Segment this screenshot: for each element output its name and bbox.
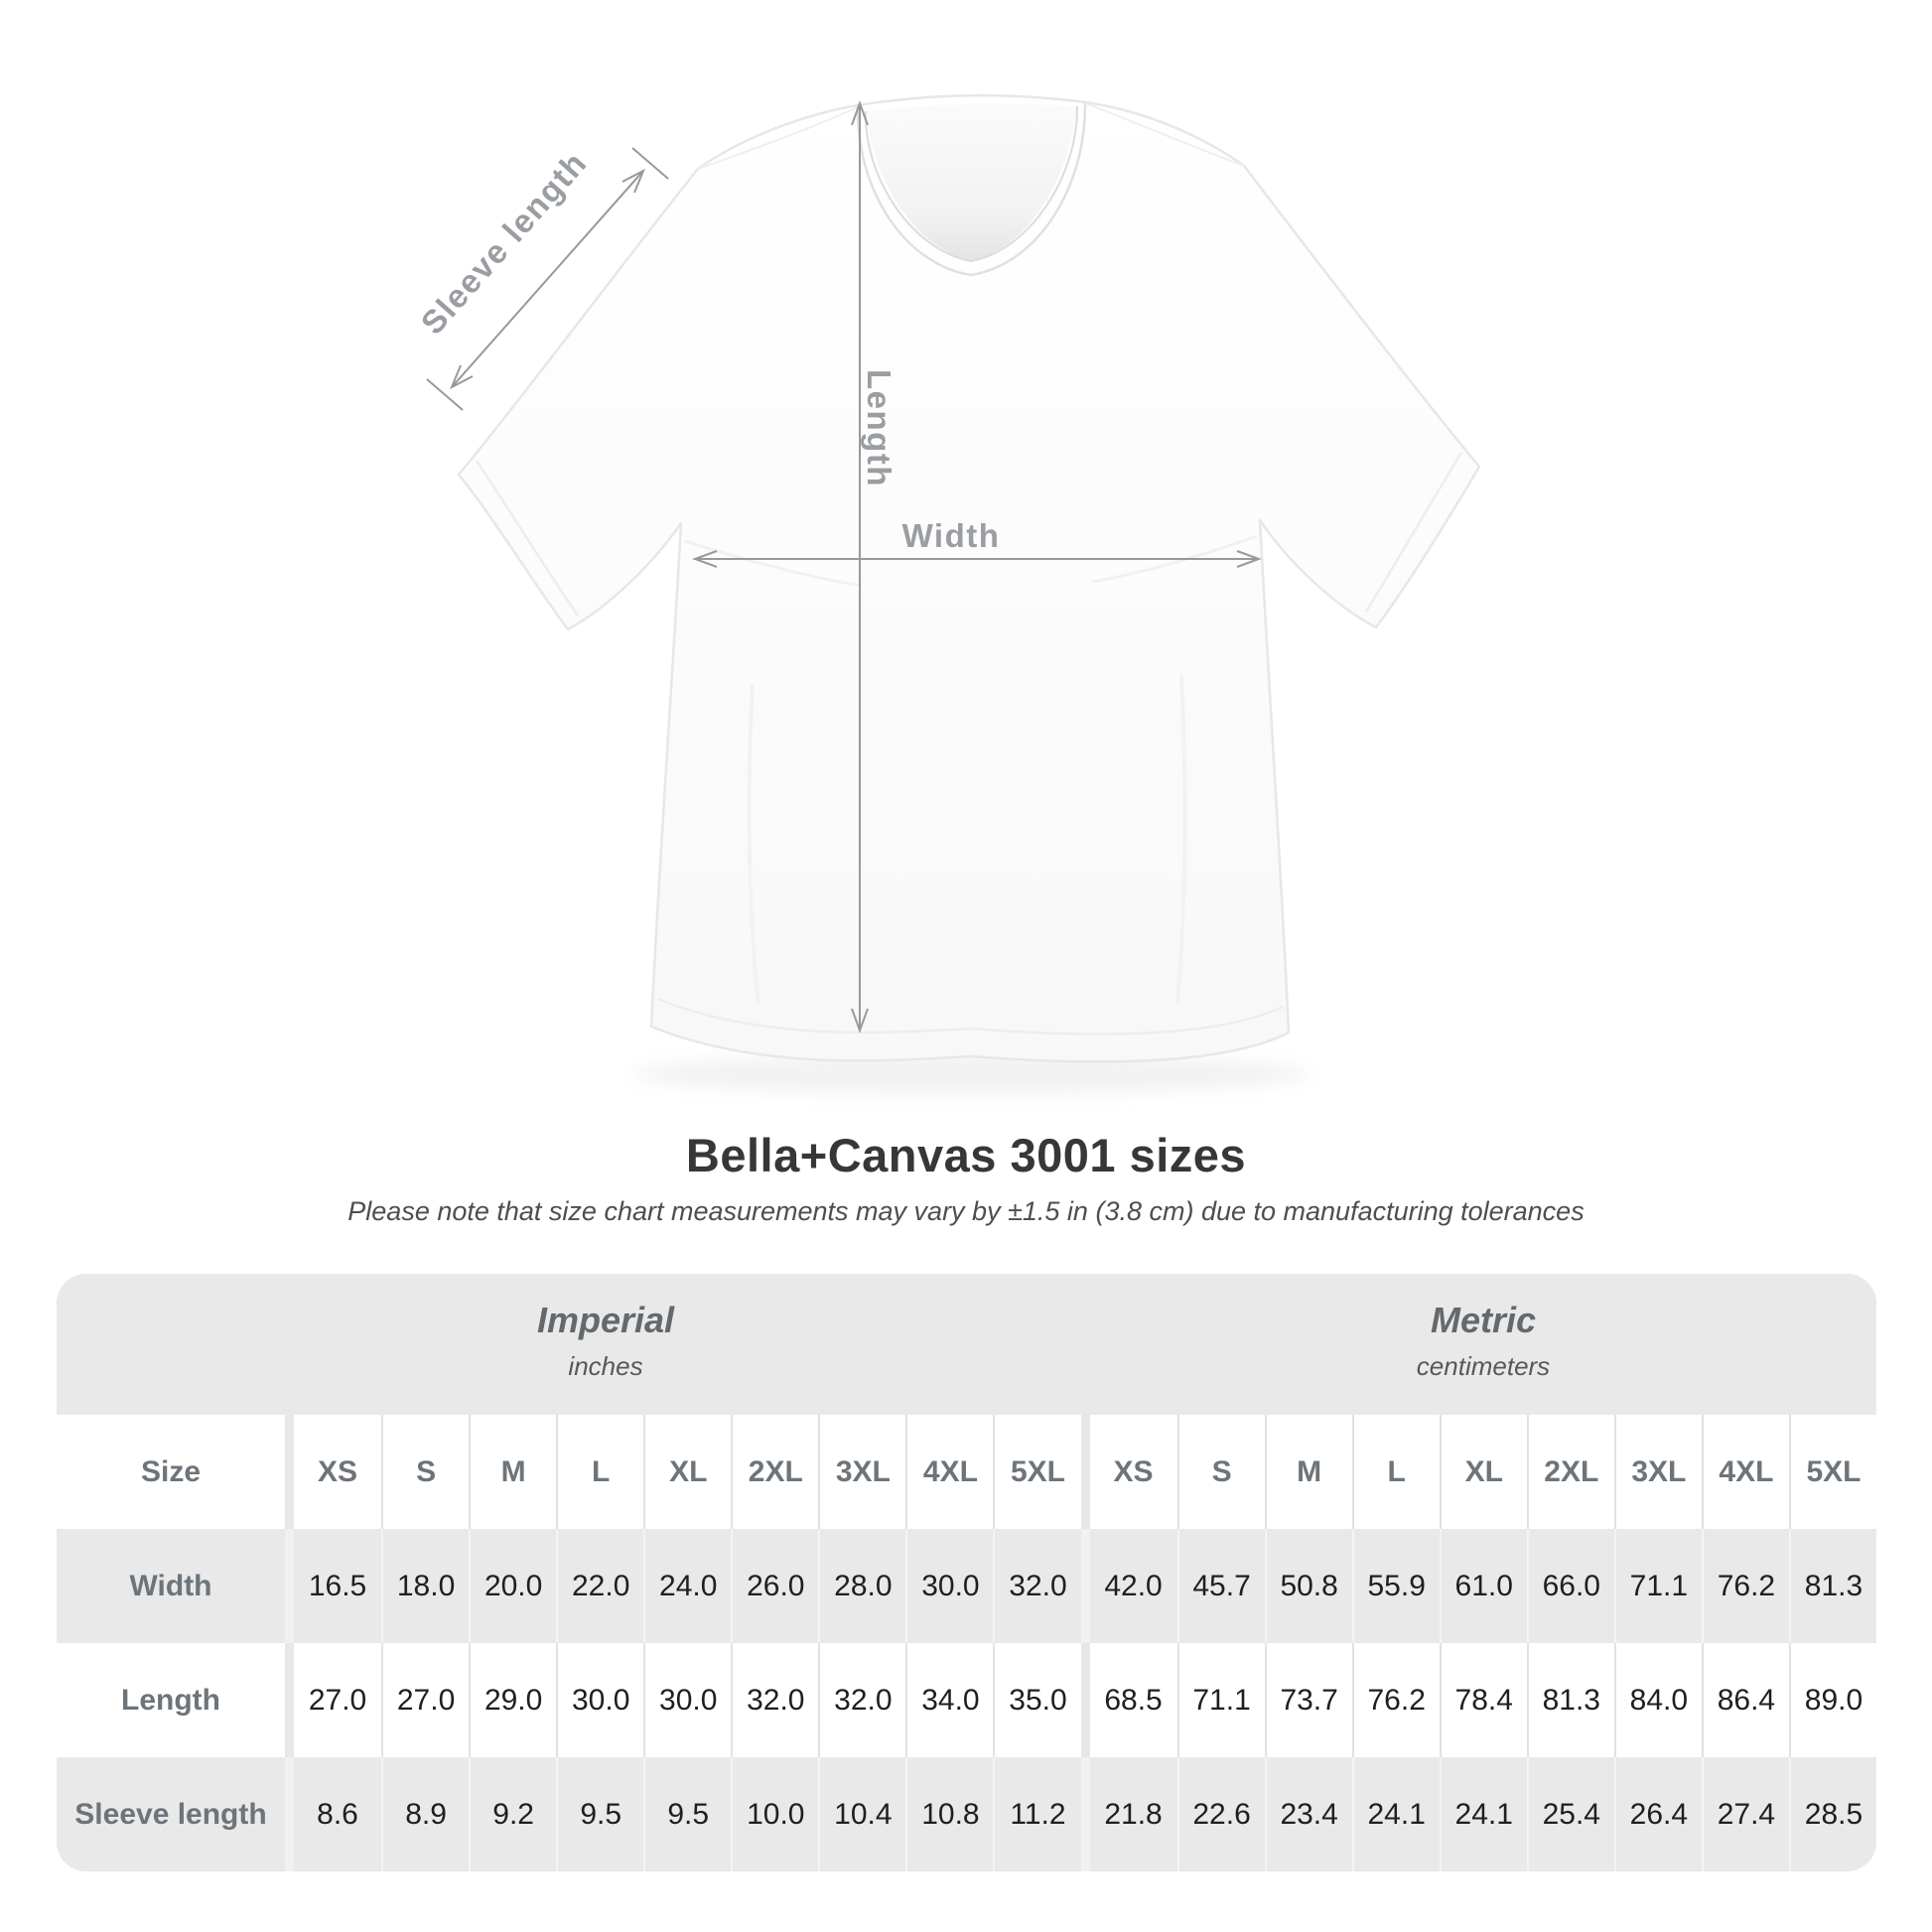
section-divider xyxy=(285,1415,294,1529)
table-cell: 11.2 xyxy=(993,1757,1080,1871)
table-cell: 29.0 xyxy=(469,1643,556,1757)
page-subtitle: Please note that size chart measurements may vary by ±1.5 in (3.8 cm) due to manufacturing tolerances xyxy=(347,1196,1585,1226)
table-cell: 71.1 xyxy=(1614,1529,1702,1643)
table-cell: 20.0 xyxy=(469,1529,556,1643)
table-cell: 26.0 xyxy=(731,1529,818,1643)
length-row xyxy=(57,1643,1876,1757)
section-divider xyxy=(1081,1415,1090,1529)
table-cell: 35.0 xyxy=(993,1643,1080,1757)
table-cell: 10.0 xyxy=(731,1757,818,1871)
size-header-cell: S xyxy=(1177,1415,1265,1529)
tshirt-shape xyxy=(459,95,1479,1061)
metric-unit: centimeters xyxy=(1416,1351,1551,1381)
table-cell: 26.4 xyxy=(1614,1757,1702,1871)
table-cell: 10.4 xyxy=(818,1757,905,1871)
size-header-cell: XS xyxy=(318,1454,358,1488)
table-cell: 27.4 xyxy=(1702,1757,1789,1871)
table-cell: 27.0 xyxy=(308,1683,367,1717)
table-cell: 84.0 xyxy=(1614,1643,1702,1757)
shirt-shadow xyxy=(633,1054,1309,1094)
size-header-cell: S xyxy=(381,1415,469,1529)
size-header-label: Size xyxy=(140,1454,202,1488)
length-dimension-label: Length xyxy=(861,369,897,487)
table-cell: 21.8 xyxy=(1104,1797,1163,1831)
table-cell: 24.1 xyxy=(1352,1757,1440,1871)
table-cell: 18.0 xyxy=(381,1529,469,1643)
table-cell: 30.0 xyxy=(905,1529,993,1643)
table-cell: 32.0 xyxy=(731,1643,818,1757)
section-divider xyxy=(285,1757,294,1871)
table-cell: 8.9 xyxy=(381,1757,469,1871)
size-header-cell: 3XL xyxy=(818,1415,905,1529)
row-label: Length xyxy=(121,1683,220,1717)
section-divider xyxy=(285,1529,294,1643)
table-cell: 10.8 xyxy=(905,1757,993,1871)
section-divider xyxy=(285,1643,294,1757)
table-cell: 32.0 xyxy=(818,1643,905,1757)
size-header-cell: XS xyxy=(1113,1454,1154,1488)
section-divider xyxy=(1081,1529,1090,1643)
width-dimension-label: Width xyxy=(901,517,1001,554)
size-header-cell: 5XL xyxy=(1789,1415,1876,1529)
table-cell: 24.0 xyxy=(643,1529,731,1643)
unit-section-header xyxy=(57,1274,1876,1415)
row-label: Sleeve length xyxy=(74,1797,267,1831)
size-table xyxy=(57,1274,1876,1871)
table-cell: 22.0 xyxy=(556,1529,643,1643)
table-cell: 27.0 xyxy=(381,1643,469,1757)
table-cell: 28.0 xyxy=(818,1529,905,1643)
table-cell: 16.5 xyxy=(308,1569,367,1602)
table-cell: 24.1 xyxy=(1440,1757,1527,1871)
imperial-label: Imperial xyxy=(536,1300,675,1340)
table-cell: 30.0 xyxy=(556,1643,643,1757)
metric-section-header xyxy=(1417,1274,1550,1382)
size-header-cell: L xyxy=(556,1415,643,1529)
size-header-cell: XL xyxy=(643,1415,731,1529)
table-cell: 9.2 xyxy=(469,1757,556,1871)
size-header-cell: M xyxy=(469,1415,556,1529)
imperial-section-header xyxy=(537,1274,674,1382)
table-cell: 66.0 xyxy=(1527,1529,1614,1643)
sleeve-length-row xyxy=(57,1757,1876,1871)
size-header-cell: 5XL xyxy=(993,1415,1080,1529)
size-header-cell: 3XL xyxy=(1614,1415,1702,1529)
imperial-unit: inches xyxy=(568,1351,643,1381)
table-cell: 73.7 xyxy=(1265,1643,1352,1757)
table-cell: 81.3 xyxy=(1789,1529,1876,1643)
table-cell: 42.0 xyxy=(1104,1569,1163,1602)
sleeve-dimension-label: Sleeve length xyxy=(413,144,595,342)
table-cell: 9.5 xyxy=(643,1757,731,1871)
size-header-row xyxy=(57,1415,1876,1529)
table-cell: 45.7 xyxy=(1177,1529,1265,1643)
size-header-cell: 2XL xyxy=(731,1415,818,1529)
table-cell: 76.2 xyxy=(1352,1643,1440,1757)
table-cell: 23.4 xyxy=(1265,1757,1352,1871)
table-cell: 89.0 xyxy=(1789,1643,1876,1757)
table-cell: 34.0 xyxy=(905,1643,993,1757)
table-cell: 25.4 xyxy=(1527,1757,1614,1871)
table-cell: 32.0 xyxy=(993,1529,1080,1643)
size-header-cell: M xyxy=(1265,1415,1352,1529)
table-cell: 50.8 xyxy=(1265,1529,1352,1643)
table-cell: 55.9 xyxy=(1352,1529,1440,1643)
table-cell: 30.0 xyxy=(643,1643,731,1757)
table-cell: 8.6 xyxy=(317,1797,358,1831)
metric-label: Metric xyxy=(1430,1300,1537,1340)
table-cell: 68.5 xyxy=(1104,1683,1163,1717)
page-title: Bella+Canvas 3001 sizes xyxy=(685,1129,1247,1181)
table-cell: 76.2 xyxy=(1702,1529,1789,1643)
table-cell: 86.4 xyxy=(1702,1643,1789,1757)
table-cell: 22.6 xyxy=(1177,1757,1265,1871)
row-label: Width xyxy=(129,1569,212,1602)
table-cell: 78.4 xyxy=(1440,1643,1527,1757)
table-cell: 28.5 xyxy=(1789,1757,1876,1871)
table-cell: 71.1 xyxy=(1177,1643,1265,1757)
size-header-cell: 4XL xyxy=(905,1415,993,1529)
width-row xyxy=(57,1529,1876,1643)
table-cell: 81.3 xyxy=(1527,1643,1614,1757)
section-divider xyxy=(1081,1643,1090,1757)
size-header-cell: 2XL xyxy=(1527,1415,1614,1529)
size-header-cell: XL xyxy=(1440,1415,1527,1529)
size-header-cell: 4XL xyxy=(1702,1415,1789,1529)
table-cell: 61.0 xyxy=(1440,1529,1527,1643)
table-cell: 9.5 xyxy=(556,1757,643,1871)
size-header-cell: L xyxy=(1352,1415,1440,1529)
section-divider xyxy=(1081,1757,1090,1871)
